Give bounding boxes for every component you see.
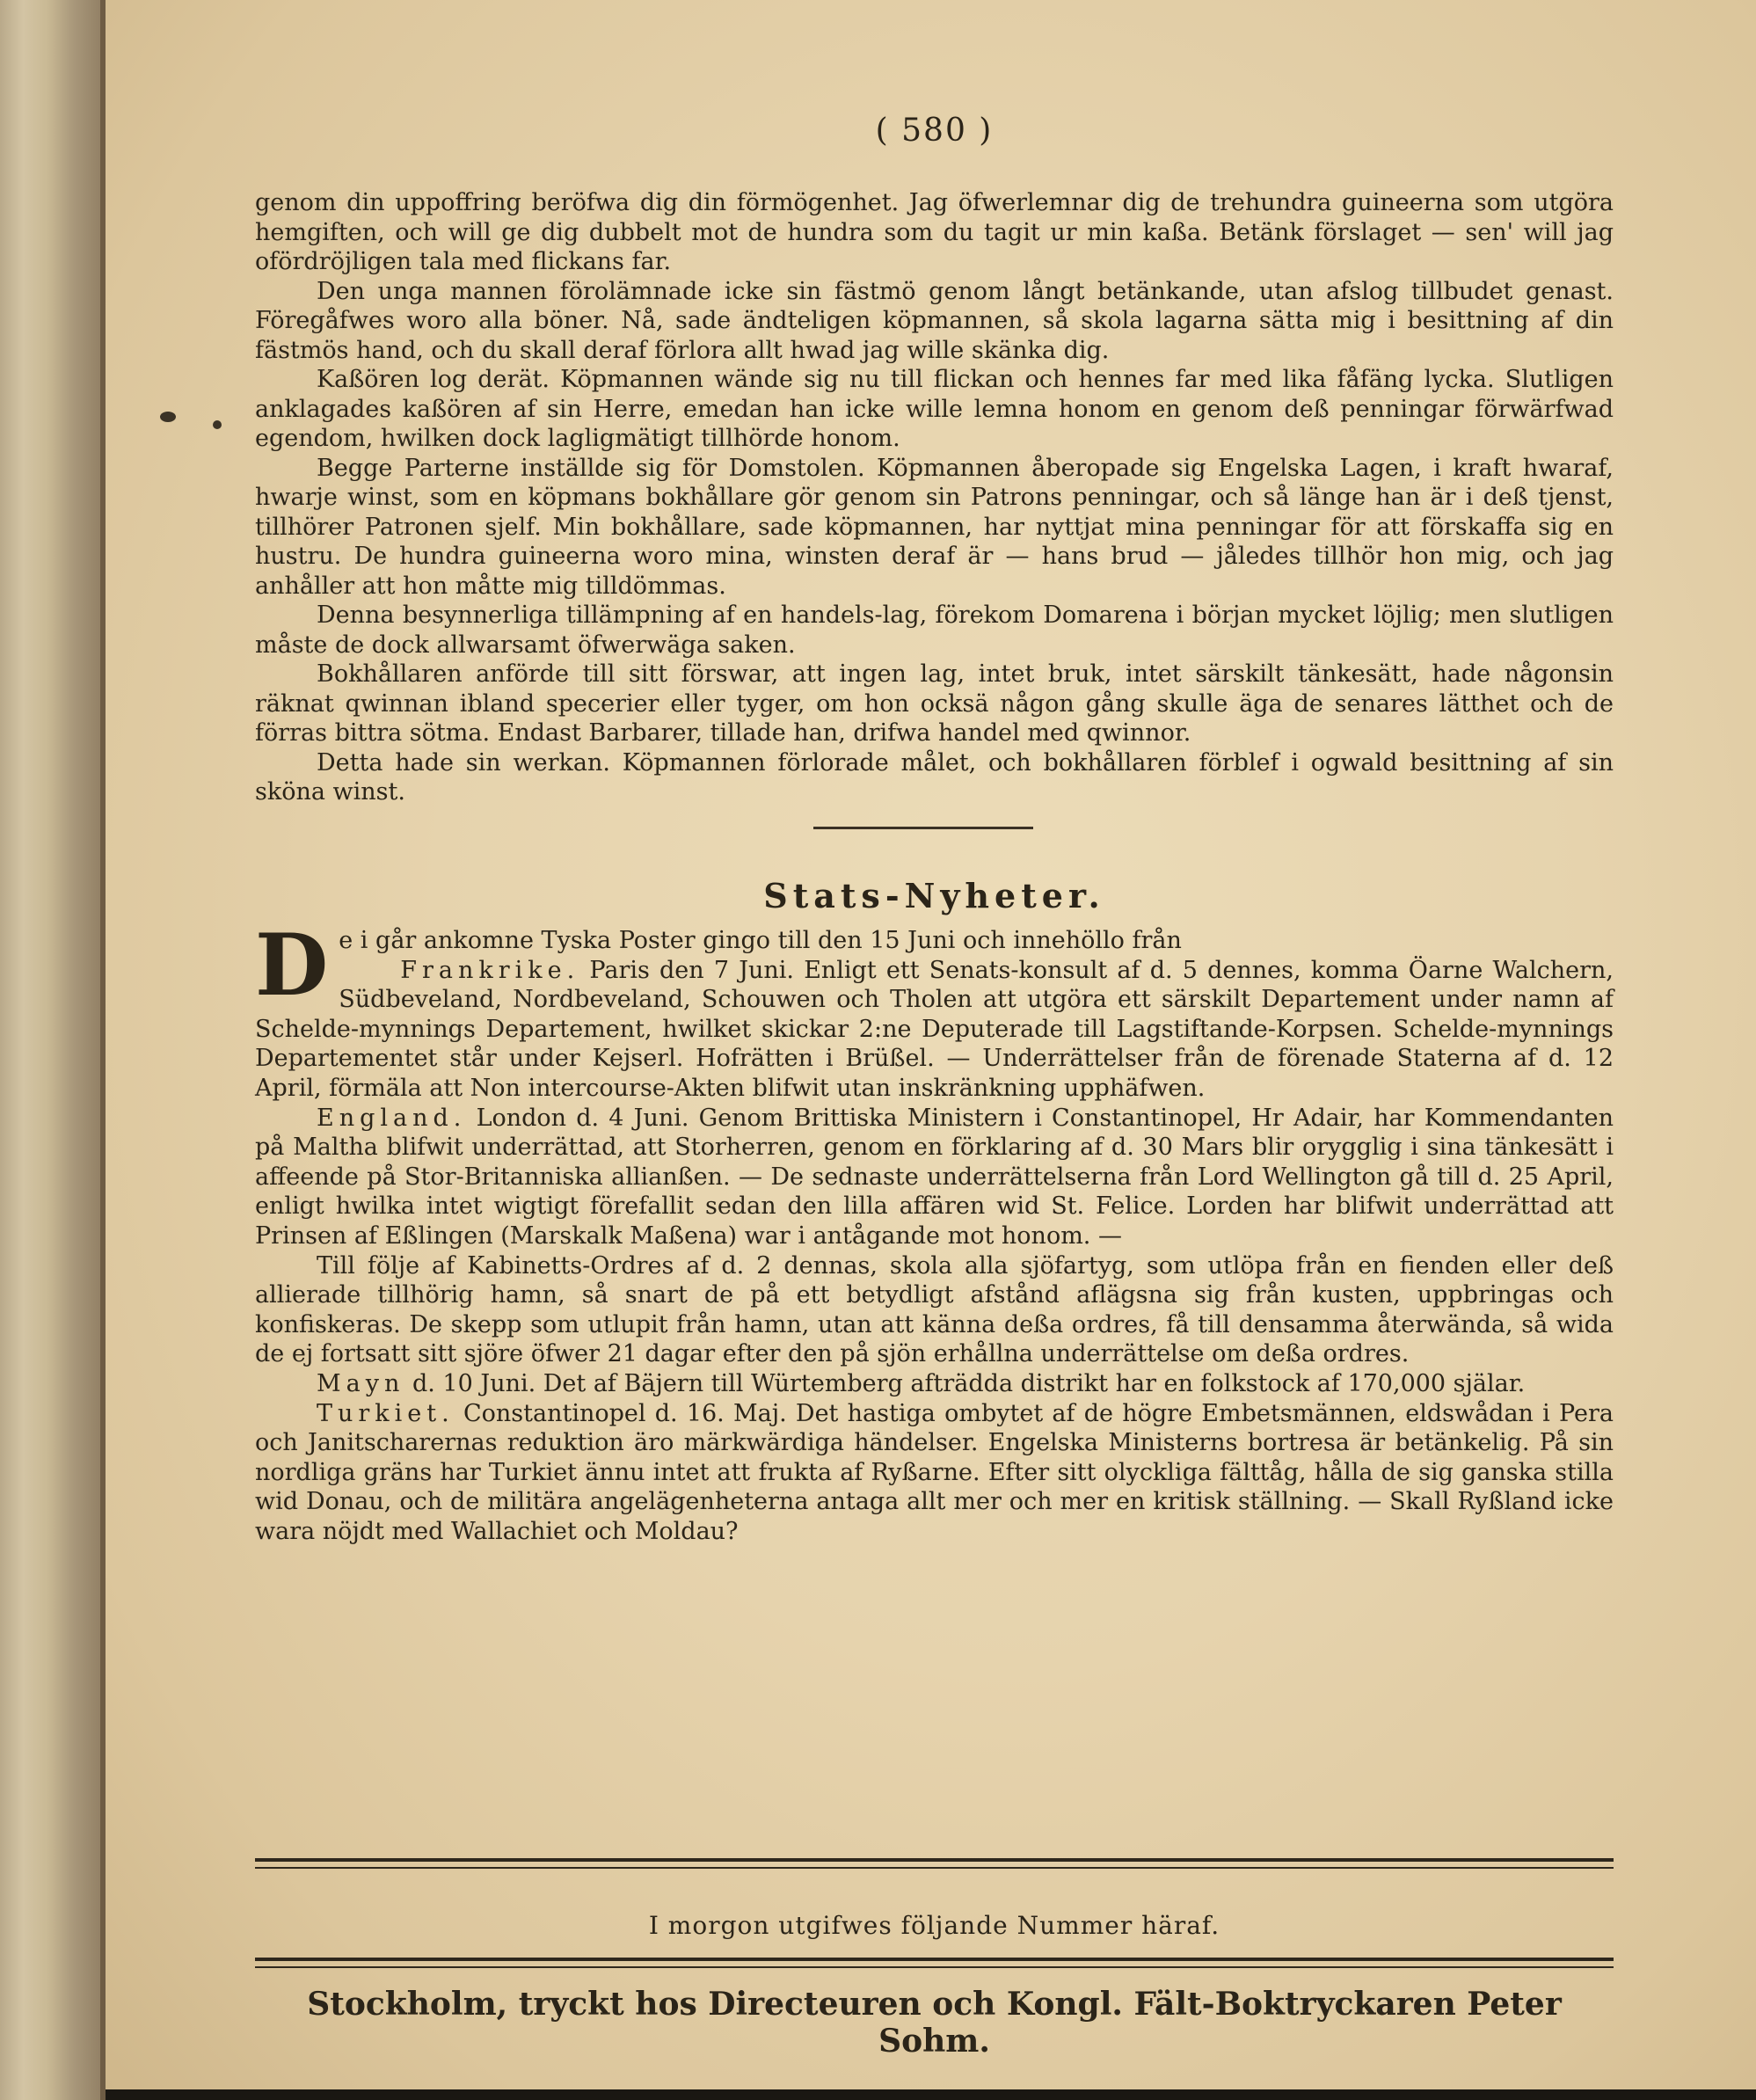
news-item-text: London d. 4 Juni. Genom Brittiska Ministern i Constantinopel, Hr Adair, har Kommendanten på Maltha blifwit underrättad, att Storherren, genom en förklaring af d. 30 Mars blir orygglig i sina tänkesätt i affeende på Stor-Britanniska allianßen. — De sednaste underrättelserna från Lord Wellington gå till d. 25 April, enligt hwilka intet wigtigt förefallit sedan den lilla affären wid St. Felice. Lorden har blifwit underrättad att Prinsen af Eßlingen (Marskalk Maßena) war i antågande mot honom. — xyxy=(255,1104,1614,1250)
paragraph: Detta hade sin werkan. Köpmannen förlorade målet, och bokhållaren förblef i ogwald besittning af sin sköna winst. xyxy=(255,748,1614,806)
paragraph: Den unga mannen förolämnade icke sin fästmö genom långt betänkande, utan afslog tillbudet genast. Föregåfwes woro alla böner. Nå, sade ändteligen köpmannen, så skola lagarna sätta mig i besittning af din fästmös hand, och du skall deraf förlora allt hwad jag wille skänka dig. xyxy=(255,277,1614,364)
news-item-mainz xyxy=(255,1369,1614,1399)
newspaper-page xyxy=(106,0,1756,2089)
place-label: Mayn xyxy=(317,1369,405,1397)
page-number: ( 580 ) xyxy=(875,113,994,149)
story-continuation xyxy=(255,188,1614,807)
news-item-text: d. 10 Juni. Det af Bäjern till Würtemberg afträdda distrikt har en folkstock af 170,000 själar. xyxy=(412,1369,1526,1397)
printer-imprint: Stockholm, tryckt hos Directeuren och Kongl. Fält-Boktryckaren Peter Sohm. xyxy=(307,1986,1562,2060)
news-item-text: Paris den 7 Juni. Enligt ett Senats-konsult af d. 5 dennes, komma Öarne Walchern, Südbeveland, Nordbeveland, Schouwen och Tholen att utgöra ett särskilt Departement under namn af Schelde-mynnings Departement, hwilket skickar 2:ne Deputerade till Lagstiftande-Korpsen. Schelde-mynnings Departementet står under Kejserl. Hofrätten i Brüßel. — Underrättelser från de förenade Staterna af d. 12 April, förmäla att Non intercourse-Akten blifwit utan inskränkning upphäfwen. xyxy=(255,956,1614,1102)
country-label: England. xyxy=(317,1104,467,1132)
news-section xyxy=(255,915,1614,1546)
drop-cap: D xyxy=(255,915,329,1015)
paragraph: Begge Parterne inställde sig för Domstolen. Köpmannen åberopade sig Engelska Lagen, i kraft hwaraf, hwarje winst, som en köpmans bokhållare gör genom sin Patrons penningar, och så länge han är i deß tjenst, tillhörer Patronen sjelf. Min bokhållare, sade köpmannen, har nyttjat mina penningar för att förskaffa sig en hustru. De hundra guineerna woro mina, winsten deraf är — hans brud — jåledes tillhör hon mig, och jag anhåller att hon måtte mig tilldömmas. xyxy=(255,454,1614,600)
country-label: Turkiet. xyxy=(317,1399,455,1427)
news-item-cabinet-orders: Till följe af Kabinetts-Ordres af d. 2 dennas, skola alla sjöfartyg, som utlöpa från en fienden eller deß allierade tillhörig hamn, så snart de på ett betydligt afstånd aflägsna sig från kusten, uppbringas och konfiskeras. De skepp som utlupit från hamn, utan att känna deßa ordres, få till densamma återwända, så wida de ej fortsatt sitt sjöre öfwer 21 dagar efter den på sjön erhållna underrättelse om deßa ordres. xyxy=(255,1251,1614,1368)
country-label: Frankrike. xyxy=(400,956,580,984)
book-spine-edge xyxy=(0,0,106,2100)
section-divider xyxy=(813,827,1033,829)
ink-blot xyxy=(213,420,222,429)
ink-blot xyxy=(160,412,176,422)
next-issue-notice: I morgon utgifwes följande Nummer häraf. xyxy=(648,1911,1220,1940)
news-item-france xyxy=(255,956,1614,1104)
news-item-turkey xyxy=(255,1399,1614,1547)
paragraph: Denna besynnerliga tillämpning af en handels-lag, förekom Domarena i början mycket löjlig; men slutligen måste de dock allwarsamt öfwerwäga saken. xyxy=(255,602,1614,659)
double-rule-bottom xyxy=(255,1958,1614,1968)
section-title: Stats-Nyheter. xyxy=(763,876,1105,915)
paragraph: Kaßören log derät. Köpmannen wände sig nu till flickan och hennes far med lika fåfäng lycka. Slutligen anklagades kaßören af sin Herre, emedan han icke wille lemna honom en genom deß penningar förwärfwad egendom, hwilken dock lagligmätigt tillhörde honom. xyxy=(255,366,1614,452)
news-item-text: Constantinopel d. 16. Maj. Det hastiga ombytet af de högre Embetsmännen, eldswådan i Pera och Janitscharernas reduktion äro märkwärdiga händelser. Engelska Ministerns bortresa är betänkelig. På sin nordliga gräns har Turkiet ännu intet att frukta af Ryßarne. Efter sitt olyckliga fälttåg, hålla de sig ganska stilla wid Donau, och de militära angelägenheterna antaga allt mer och mer en kritisk ställning. — Skall Ryßland icke wara nöjdt med Wallachiet och Moldau? xyxy=(255,1399,1614,1545)
paragraph: genom din uppoffring beröfwa dig din förmögenhet. Jag öfwerlemnar dig de trehundra guineerna som utgöra hemgiften, och will ge dig dubbelt mot de hundra som du tagit ur min kaßa. Betänk förslaget — sen' will jag ofördröjligen tala med flickans far. xyxy=(255,189,1614,275)
paragraph: Bokhållaren anförde till sitt förswar, att ingen lag, intet bruk, intet särskilt tänkesätt, hade någonsin räknat qwinnan ibland specerier eller tyger, om hon ocksä någon gång skulle äga de senares lätthet och de förras bittra sötma. Endast Barbarer, tillade han, drifwa handel med qwinnor. xyxy=(255,660,1614,747)
news-item-england xyxy=(255,1104,1614,1251)
news-intro-text: e i går ankomne Tyska Poster gingo till den 15 Juni och innehöllo från xyxy=(339,927,1182,954)
double-rule-top xyxy=(255,1858,1614,1869)
